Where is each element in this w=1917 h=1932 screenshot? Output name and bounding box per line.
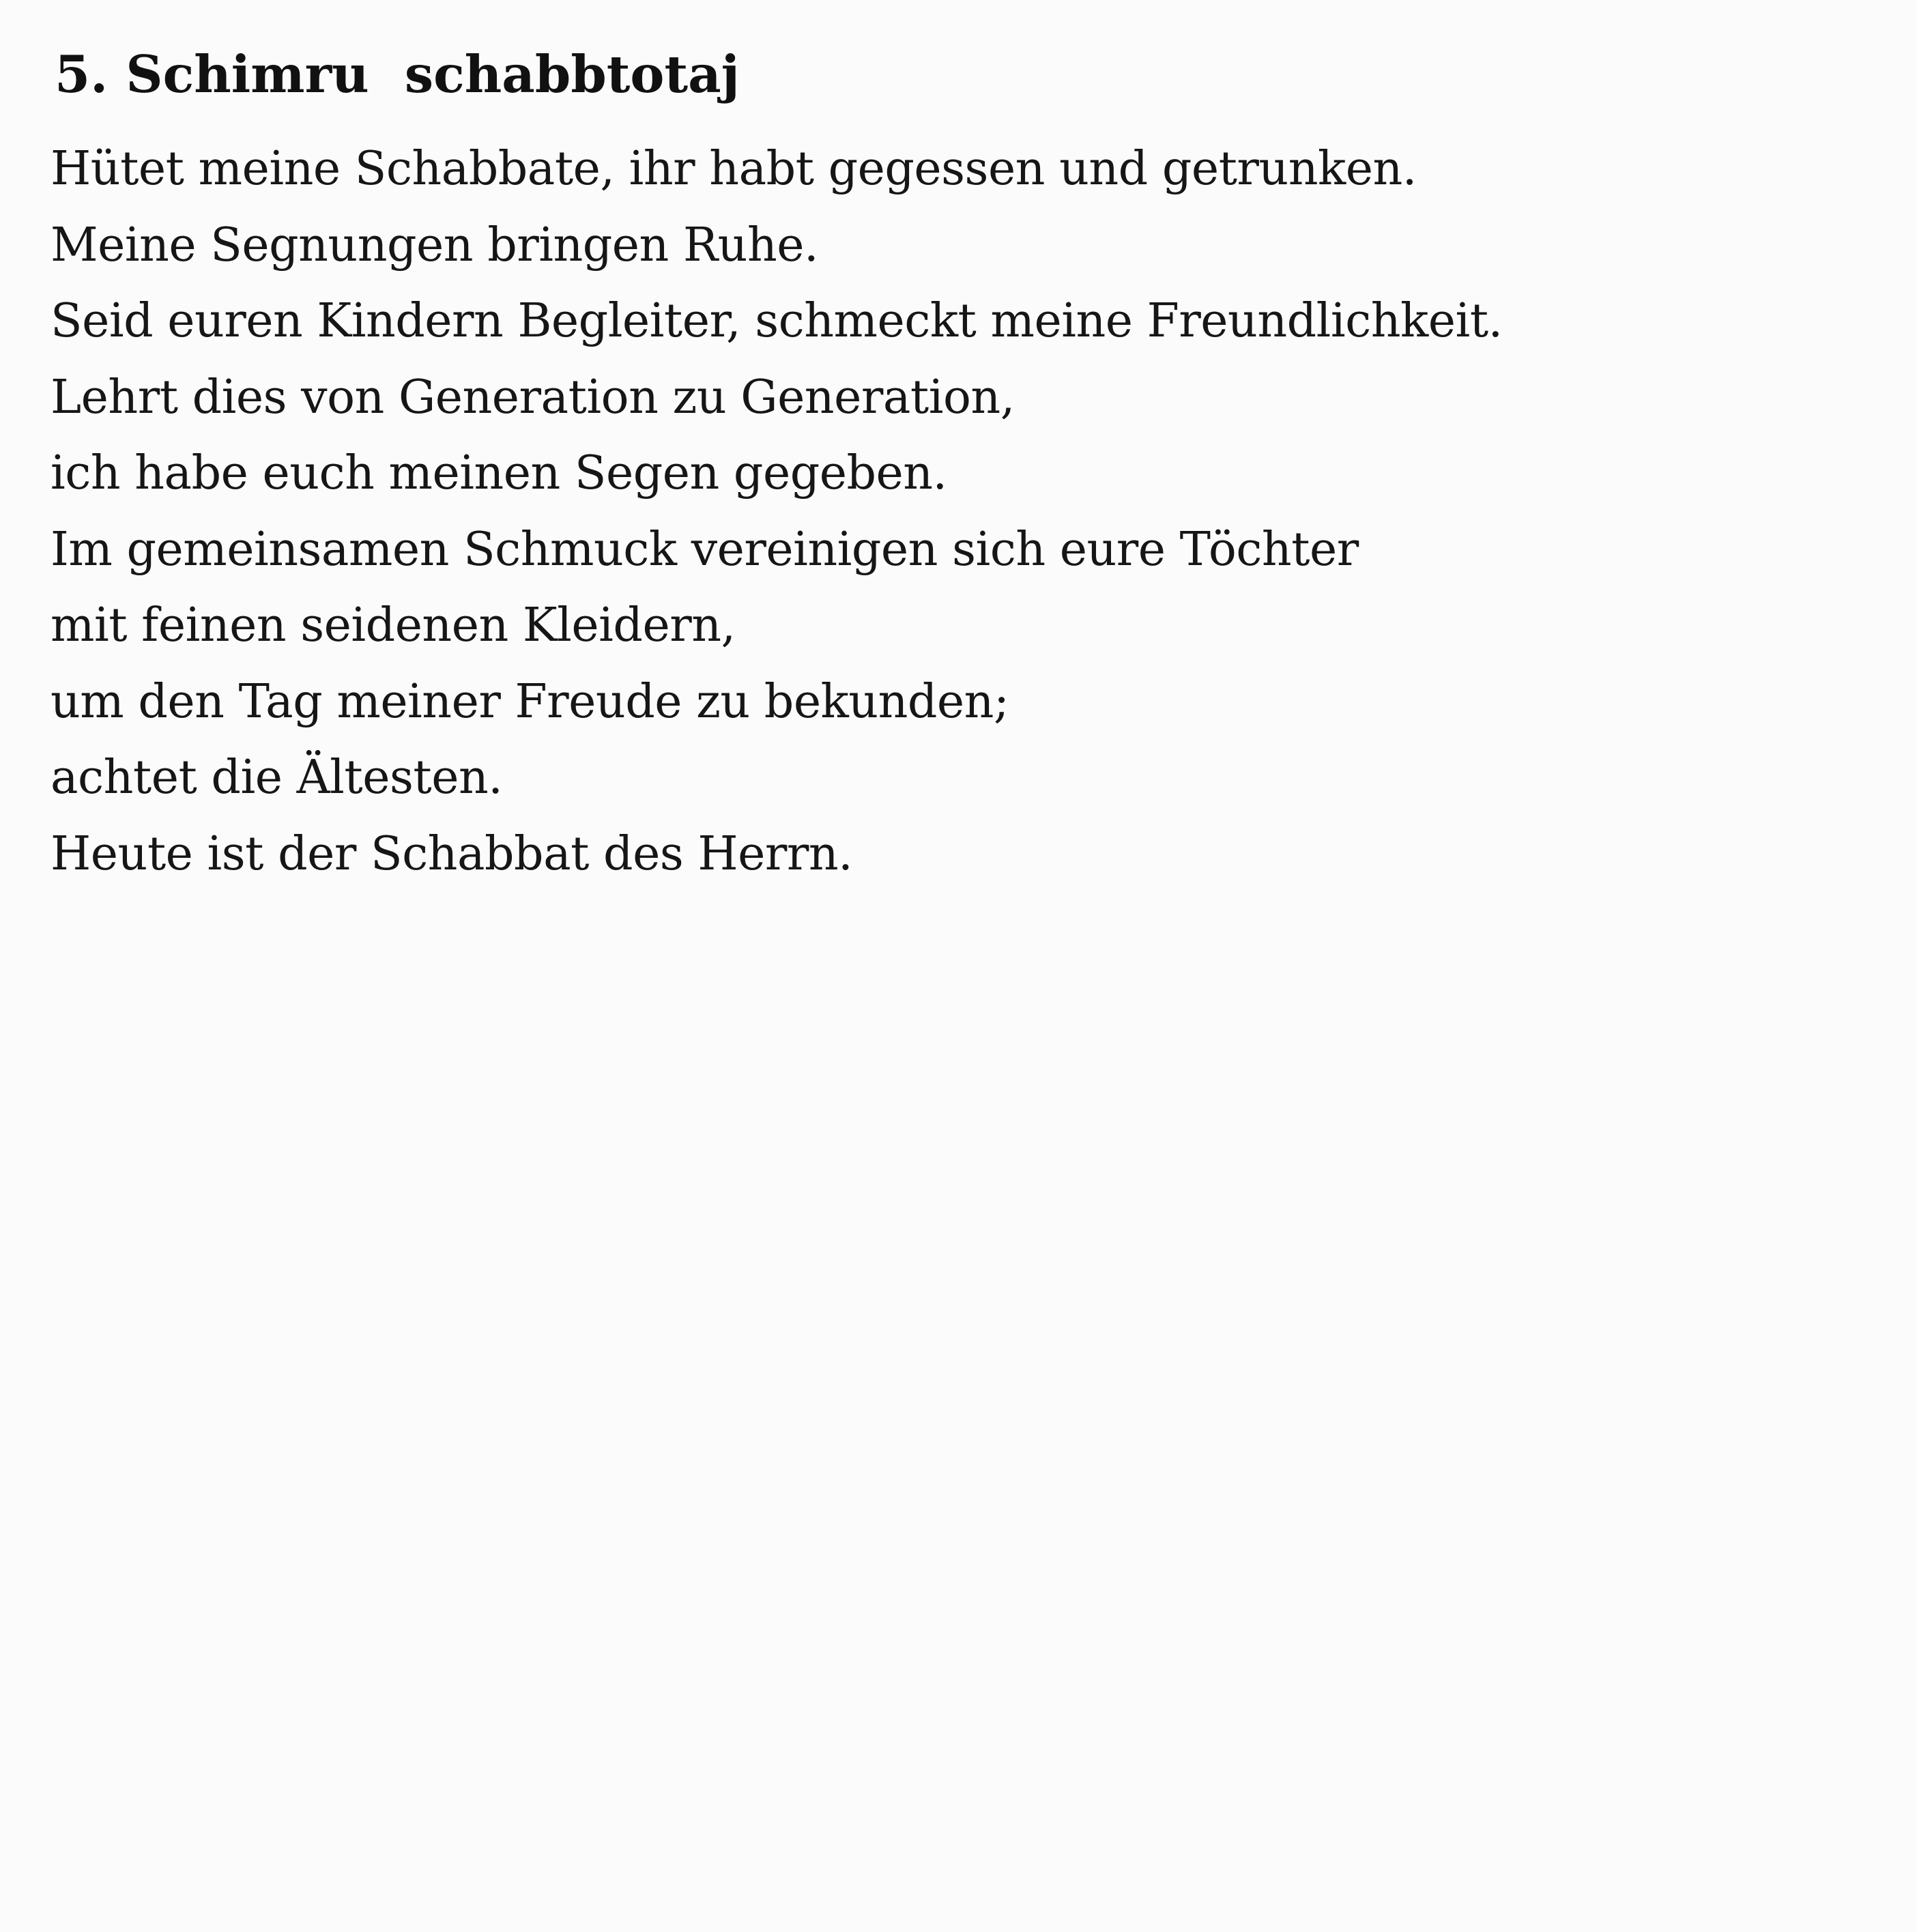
poem-line: Meine Segnungen bringen Ruhe. [51, 218, 819, 272]
poem-line: um den Tag meiner Freude zu bekunden; [51, 674, 1009, 729]
poem-line: Im gemeinsamen Schmuck vereinigen sich eure Töchter [51, 522, 1359, 577]
poem-line: achtet die Ältesten. [51, 751, 503, 805]
poem-line: ich habe euch meinen Segen gegeben. [51, 446, 947, 500]
poem-text [51, 131, 1825, 892]
poem-line: Seid euren Kindern Begleiter, schmeckt meine Freundlichkeit. [51, 294, 1503, 348]
poem-line: Lehrt dies von Generation zu Generation, [51, 370, 1015, 424]
poem-line: Heute ist der Schabbat des Herrn. [51, 826, 853, 881]
song-title: 5. Schimru schabbtotaj [55, 44, 740, 104]
poem-line: mit feinen seidenen Kleidern, [51, 599, 736, 652]
poem-line: Hütet meine Schabbate, ihr habt gegessen und getrunken. [51, 142, 1417, 196]
